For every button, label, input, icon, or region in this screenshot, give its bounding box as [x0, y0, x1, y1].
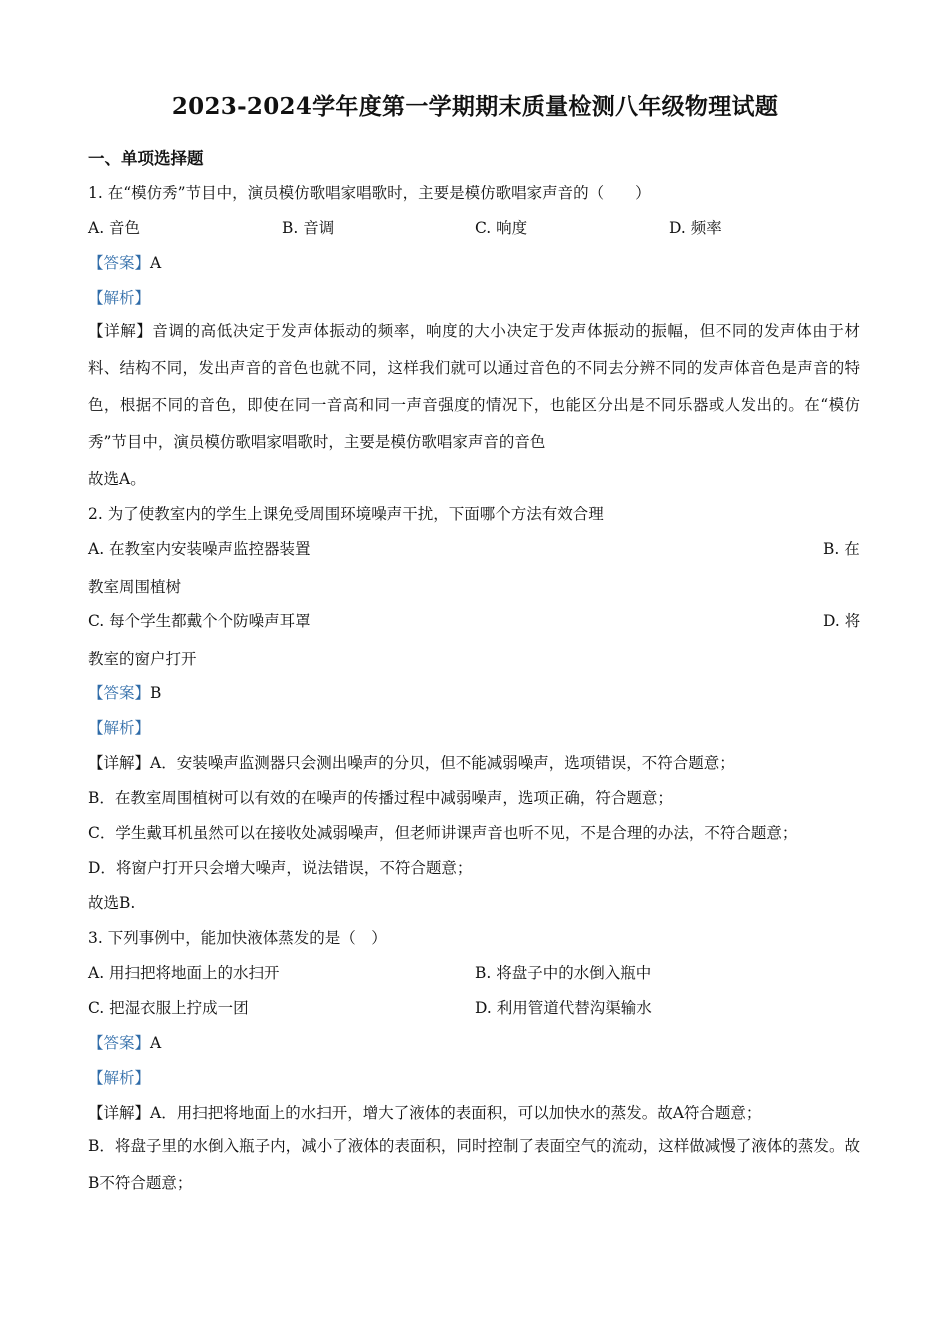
q1-option-b: B. 音调 [282, 219, 335, 237]
q1-option-d: D. 频率 [669, 219, 722, 237]
q2-answer-value: B [150, 684, 162, 702]
q2-detail-b: B．在教室周围植树可以有效的在噪声的传播过程中减弱噪声，选项正确，符合题意； [88, 789, 673, 807]
q3-analysis-tag: 【解析】 [88, 1069, 151, 1087]
q1-conclusion: 故选A。 [88, 470, 146, 488]
q1-detail-text: 音调的高低决定于发声体振动的频率，响度的大小决定于发声体振动的振幅，但不同的发声体由于材料、结构不同，发出声音的音色也就不同，这样我们就可以通过音色的不同去分辨不同的发声体音色是声音的特色，根据不同的音色，即使在同一音高和同一声音强度的情况下，也能区分出是不同乐器或人发出的。在“模仿秀”节目中，演员模仿歌唱家唱歌时，主要是模仿歌唱家声音的音色 [88, 322, 860, 451]
q1-answer [88, 251, 161, 273]
q2-detail-a [88, 751, 735, 773]
q3-option-d: D. 利用管道代替沟渠输水 [475, 999, 652, 1017]
q3-detail-b: B．将盘子里的水倒入瓶子内，减小了液体的表面积，同时控制了表面空气的流动，这样做减慢了液体的蒸发。故B不符合题意； [88, 1137, 860, 1192]
q1-detail [88, 313, 860, 461]
q2-option-c: C. 每个学生都戴个个防噪声耳罩 [88, 612, 311, 630]
question-2-stem: 2. 为了使教室内的学生上课免受周围环境噪声干扰，下面哪个方法有效合理 [88, 505, 604, 523]
q1-option-c: C. 响度 [475, 219, 528, 237]
q2-option-b-tail: 教室周围植树 [88, 578, 182, 596]
q3-option-c: C. 把湿衣服上拧成一团 [88, 999, 249, 1017]
q2-detail-a-text: A．安装噪声监测器只会测出噪声的分贝，但不能减弱噪声，选项错误，不符合题意； [150, 754, 735, 772]
q3-option-a: A. 用扫把将地面上的水扫开 [88, 964, 280, 982]
q2-answer [88, 681, 161, 703]
detail-tag: 【详解】 [88, 1104, 151, 1122]
answer-tag: 【答案】 [88, 1034, 151, 1052]
q1-answer-value: A [150, 254, 162, 272]
q3-detail-a [88, 1101, 761, 1123]
q2-conclusion: 故选B. [88, 894, 136, 912]
q1-analysis-tag: 【解析】 [88, 289, 151, 307]
q2-detail-d: D．将窗户打开只会增大噪声，说法错误，不符合题意； [88, 859, 473, 877]
q2-option-b-head: B. 在 [823, 540, 860, 558]
q2-detail-c: C．学生戴耳机虽然可以在接收处减弱噪声，但老师讲课声音也听不见，不是合理的办法，不符合题意； [88, 824, 798, 842]
q2-option-d-head: D. 将 [823, 612, 861, 630]
q2-option-a: A. 在教室内安装噪声监控器装置 [88, 540, 311, 558]
q2-option-d-tail: 教室的窗户打开 [88, 650, 197, 668]
section-heading: 一、单项选择题 [88, 149, 204, 168]
question-3-stem: 3. 下列事例中，能加快液体蒸发的是（ ） [88, 929, 387, 947]
detail-tag: 【详解】 [88, 322, 153, 340]
answer-tag: 【答案】 [88, 254, 151, 272]
document-title: 2023-2024学年度第一学期期末质量检测八年级物理试题 [171, 93, 779, 120]
detail-tag: 【详解】 [88, 754, 151, 772]
q1-option-a: A. 音色 [88, 219, 141, 237]
q2-analysis-tag: 【解析】 [88, 719, 151, 737]
q3-option-b: B. 将盘子中的水倒入瓶中 [475, 964, 652, 982]
question-1-stem: 1. 在“模仿秀”节目中，演员模仿歌唱家唱歌时，主要是模仿歌唱家声音的（ ） [88, 184, 651, 202]
answer-tag: 【答案】 [88, 684, 151, 702]
q3-answer [88, 1031, 161, 1053]
q3-detail-a-text: A．用扫把将地面上的水扫开，增大了液体的表面积，可以加快水的蒸发。故A符合题意； [150, 1104, 762, 1122]
q3-answer-value: A [150, 1034, 162, 1052]
